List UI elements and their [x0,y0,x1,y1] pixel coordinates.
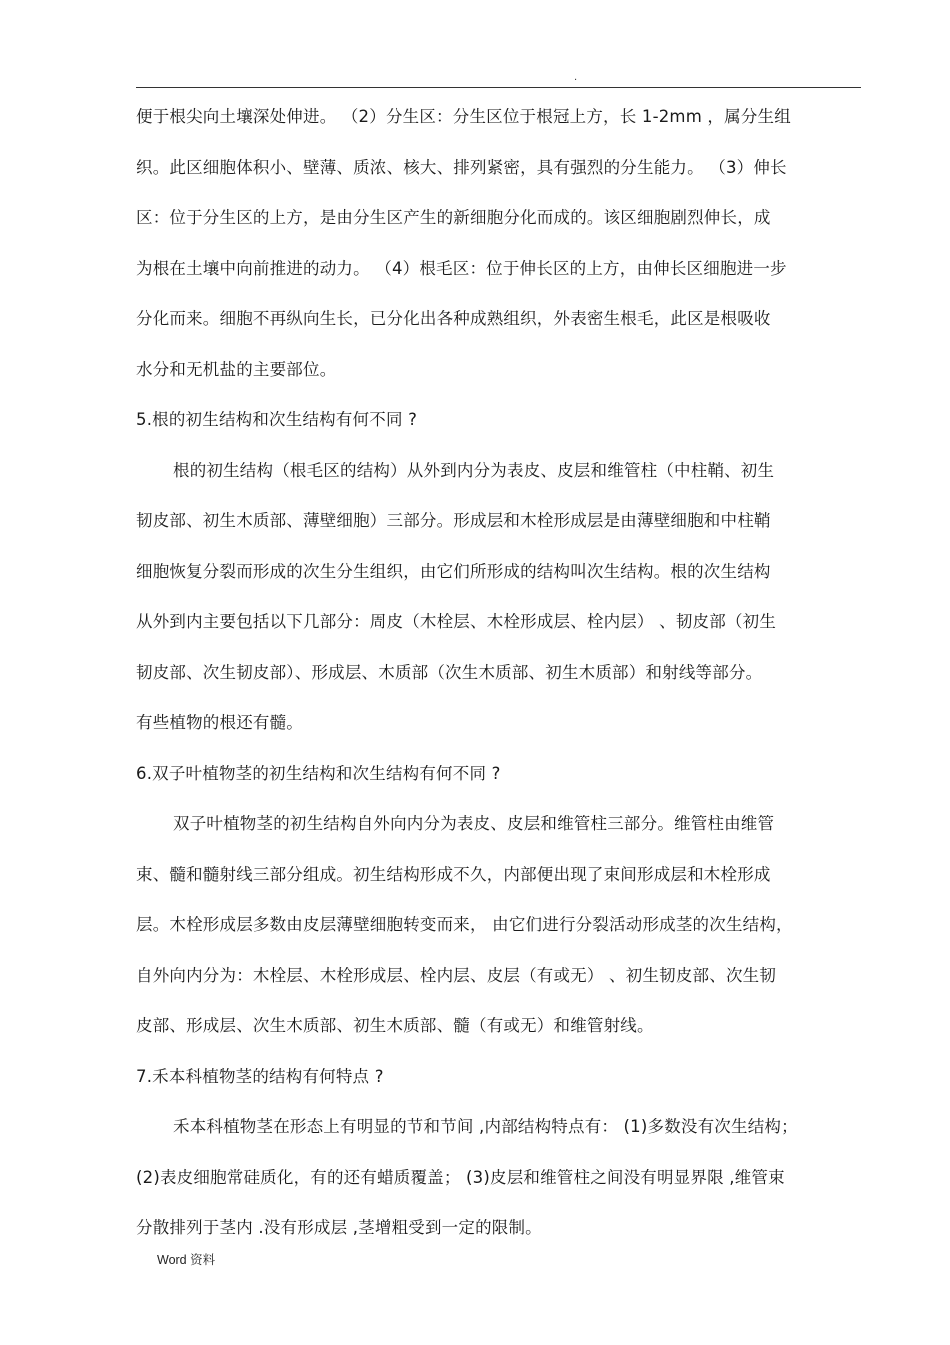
text-line: 束、髓和髓射线三部分组成。初生结构形成不久，内部便出现了束间形成层和木栓形成 [136,864,771,884]
text-line: 便于根尖向土壤深处伸进。 （2）分生区：分生区位于根冠上方，长 1-2mm ，属分生组 [136,107,791,126]
text-line: 分化而来。细胞不再纵向生长，已分化出各种成熟组织，外表密生根毛，此区是根吸收 [136,309,771,328]
text-line: 细胞恢复分裂而形成的次生分生组织，由它们所形成的结构叫次生结构。根的次生结构 [136,561,771,581]
text-line: 双子叶植物茎的初生结构自外向内分为表皮、皮层和维管柱三部分。维管柱由维管 [173,814,775,833]
text-line: 织。此区细胞体积小、壁薄、质浓、核大、排列紧密，具有强烈的分生能力。 （3）伸长 [136,157,787,177]
text-line: 层。木栓形成层多数由皮层薄壁细胞转变而来， 由它们进行分裂活动形成茎的次生结构， [136,915,793,934]
text-line: 根的初生结构（根毛区的结构）从外到内分为表皮、皮层和维管柱（中柱鞘、初生 [173,460,775,480]
text-line: 区：位于分生区的上方，是由分生区产生的新细胞分化而成的。该区细胞剧烈伸长，成 [136,208,771,227]
text-line: (2)表皮细胞常硅质化，有的还有蜡质覆盖； (3)皮层和维管柱之间没有明显界限 ,维管束 [136,1167,785,1187]
text-line: 皮部、形成层、次生木质部、初生木质部、髓（有或无）和维管射线。 [136,1016,654,1035]
header-mark: . [574,72,578,83]
text-line: 韧皮部、初生木质部、薄壁细胞）三部分。形成层和木栓形成层是由薄壁细胞和中柱鞘 [136,511,771,530]
text-line: 自外向内分为：木栓层、木栓形成层、栓内层、皮层（有或无） 、初生韧皮部、次生韧 [136,965,777,985]
document-body [136,100,864,1262]
text-line: 为根在土壤中向前推进的动力。 （4）根毛区：位于伸长区的上方，由伸长区细胞进一步 [136,258,787,278]
footer-label: Word 资料 [157,1253,216,1267]
text-line: 7.禾本科植物茎的结构有何特点 ? [136,1066,384,1086]
text-line: 5.根的初生结构和次生结构有何不同 ? [136,410,418,429]
text-line: 6.双子叶植物茎的初生结构和次生结构有何不同 ? [136,763,501,783]
text-line: 分散排列于茎内 .没有形成层 ,茎增粗受到一定的限制。 [136,1218,542,1237]
header-rule [136,87,861,88]
text-line: 水分和无机盐的主要部位。 [136,359,337,379]
text-line: 韧皮部、次生韧皮部）、形成层、木质部（次生木质部、初生木质部）和射线等部分。 [136,662,763,682]
text-line: 有些植物的根还有髓。 [136,713,303,732]
text-line: 禾本科植物茎在形态上有明显的节和节间 ,内部结构特点有： (1)多数没有次生结构； [173,1117,798,1136]
text-line: 从外到内主要包括以下几部分：周皮（木栓层、木栓形成层、栓内层） 、韧皮部（初生 [136,612,777,631]
